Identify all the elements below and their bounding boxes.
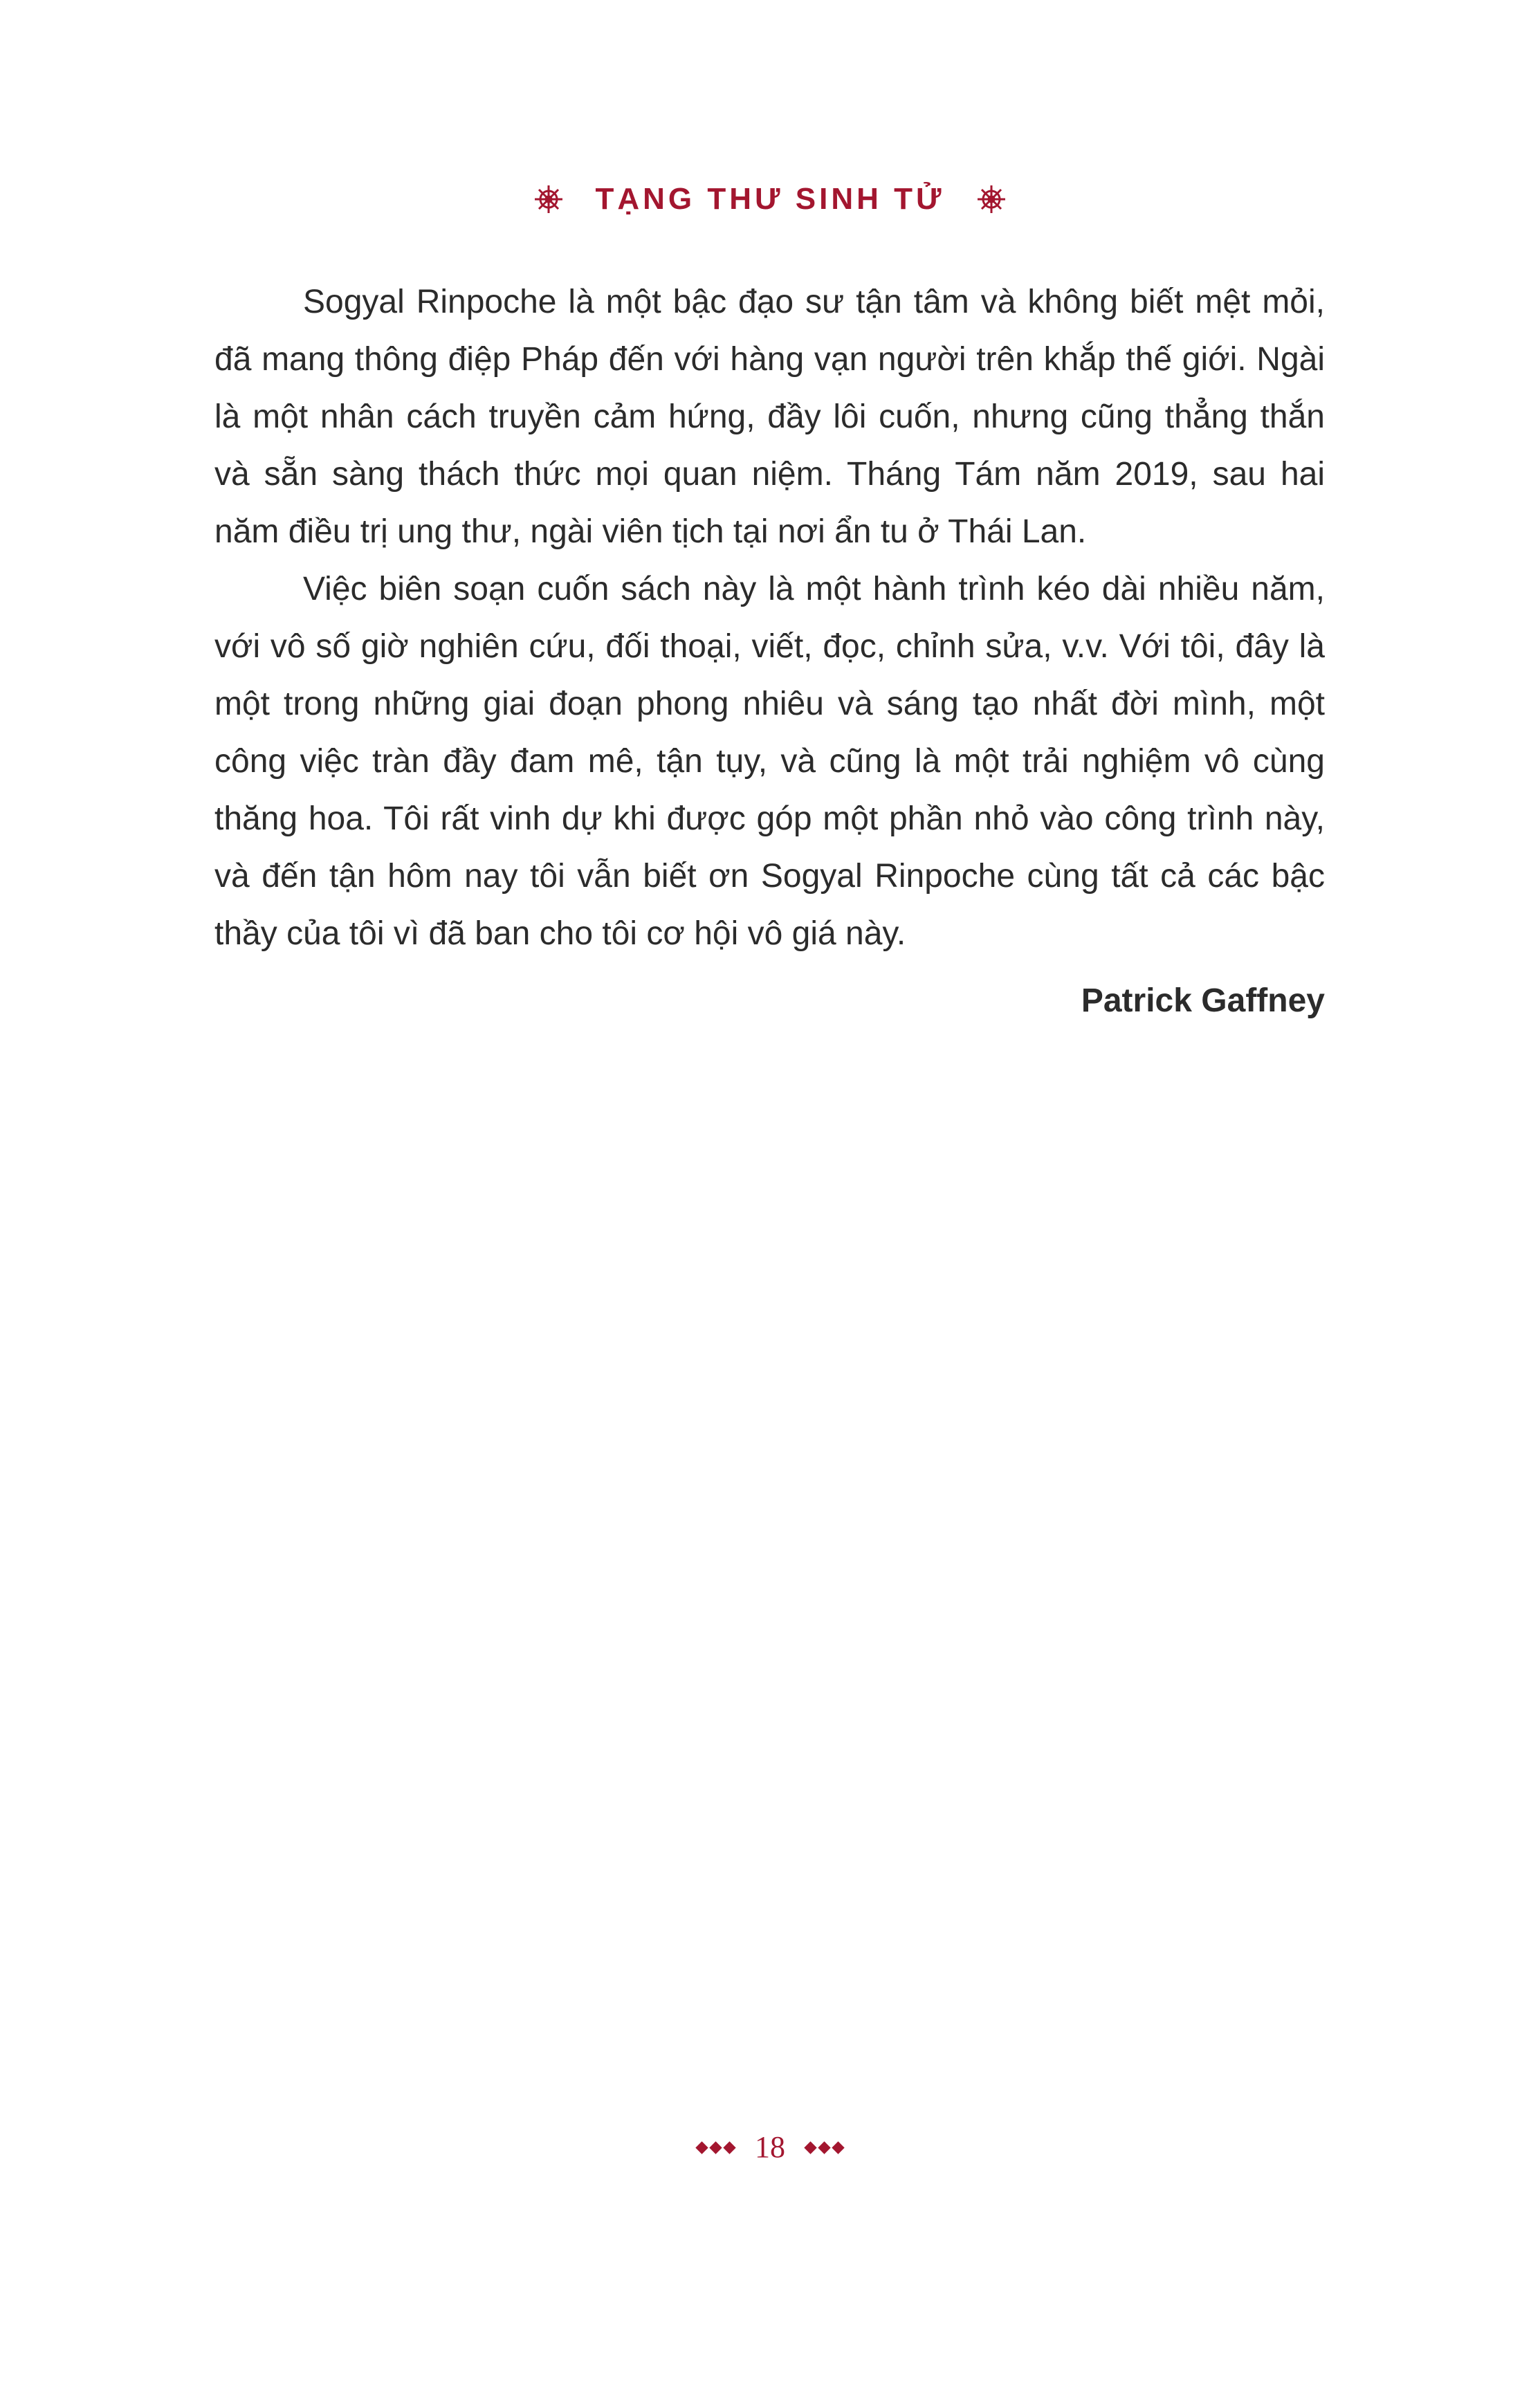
paragraph: Việc biên soạn cuốn sách này là một hành trình kéo dài nhiều năm, với vô số giờ nghiên cứu, đối thoại, viết, đọc, chỉnh sửa, v.v. Với tôi, đây là một trong những giai đoạn phong nhiêu và sáng tạo nhất đời mình, một công việc tràn đầy đam mê, tận tụy, và cũng là một trải nghiệm vô cùng thăng hoa. Tôi rất vinh dự khi được góp một phần nhỏ vào công trình này, và đến tận hôm nay tôi vẫn biết ơn Sogyal Rinpoche cùng tất cả các bậc thầy của tôi vì đã ban cho tôi cơ hội vô giá này. [214,571,1325,952]
author-signature: Patrick Gaffney [1081,982,1325,1019]
body-text [214,273,1325,1022]
paragraph: Sogyal Rinpoche là một bậc đạo sư tận tâm và không biết mệt mỏi, đã mang thông điệp Pháp đến với hàng vạn người trên khắp thế giới. Ngài là một nhân cách truyền cảm hứng, đầy lôi cuốn, nhưng cũng thẳng thắn và sẵn sàng thách thức mọi quan niệm. Tháng Tám năm 2019, sau hai năm điều trị ung thư, ngài viên tịch tại nơi ẩn tu ở Thái Lan. [214,284,1325,550]
diamond-ornament-icon [806,2143,843,2152]
dharma-wheel-icon [976,184,1007,214]
diamond-ornament-icon [697,2143,734,2152]
page-number: 18 [755,2130,785,2164]
page-footer [0,2128,1540,2167]
running-header [0,178,1540,220]
dharma-wheel-icon [533,184,564,214]
running-header-title: TẠNG THƯ SINH TỬ [595,182,945,216]
